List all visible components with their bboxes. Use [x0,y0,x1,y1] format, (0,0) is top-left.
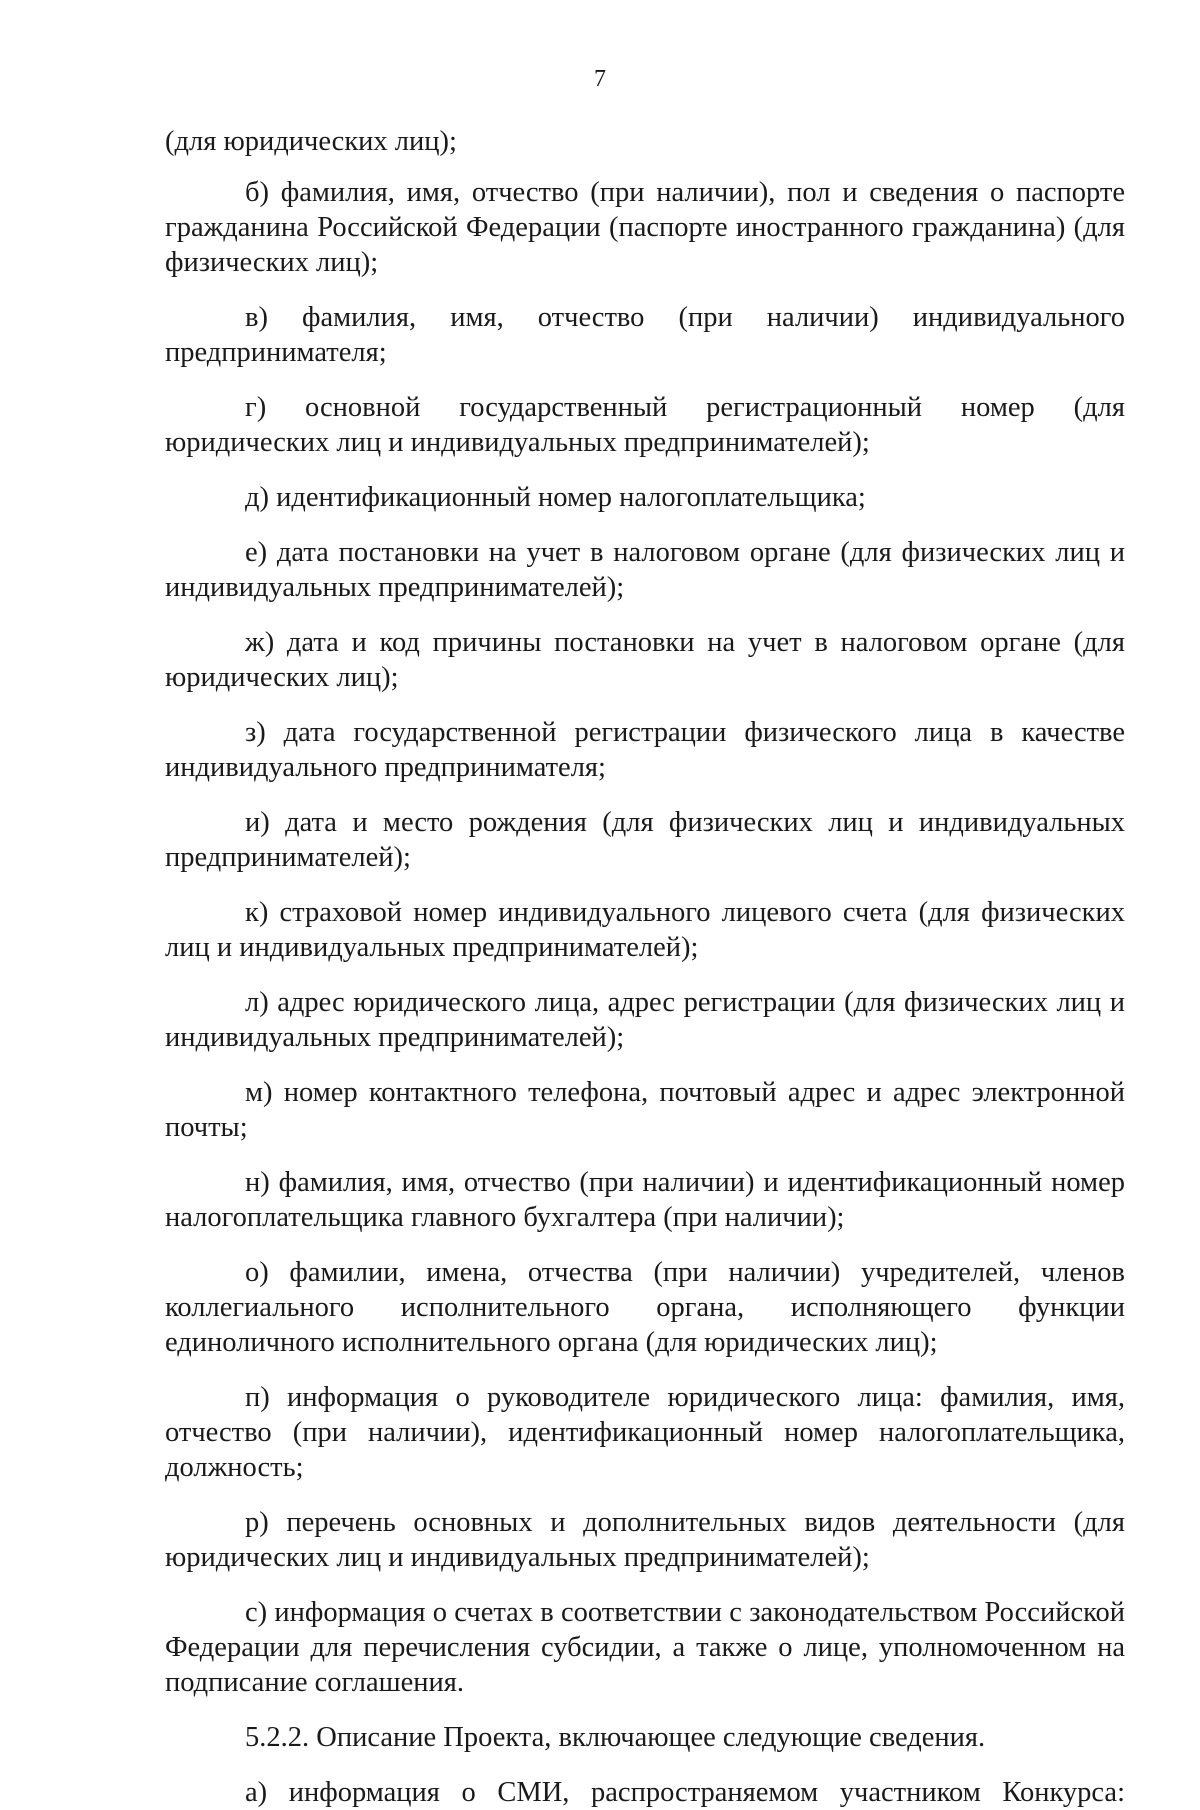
paragraph-item-r: р) перечень основных и дополнительных видов деятельности (для юридических лиц и индивидуальных предпринимателей); [165,1507,1125,1573]
section-heading-5-2-2: 5.2.2. Описание Проекта, включающее следующие сведения. [245,1722,986,1753]
paragraph-item-zh: ж) дата и код причины постановки на учет в налоговом органе (для юридических лиц); [165,627,1125,693]
document-body [165,124,1125,1810]
paragraph-item-m: м) номер контактного телефона, почтовый адрес и адрес электронной почты; [165,1077,1125,1143]
paragraph-item-b: б) фамилия, имя, отчество (при наличии), пол и сведения о паспорте гражданина Российской Федерации (паспорте иностранного гражданина) (для физических лиц); [165,177,1125,278]
paragraph-item-i: и) дата и место рождения (для физических лиц и индивидуальных предпринимателей); [165,807,1125,873]
paragraph-item-p: п) информация о руководителе юридического лица: фамилия, имя, отчество (при наличии), идентификационный номер налогоплательщика, должность; [165,1382,1125,1483]
paragraph-item-o: о) фамилии, имена, отчества (при наличии) учредителей, членов коллегиального исполнительного органа, исполняющего функции единоличного исполнительного органа (для юридических лиц); [165,1257,1125,1358]
paragraph-item-l: л) адрес юридического лица, адрес регистрации (для физических лиц и индивидуальных предпринимателей); [165,987,1125,1053]
paragraph-item-n: н) фамилия, имя, отчество (при наличии) и идентификационный номер налогоплательщика главного бухгалтера (при наличии); [165,1167,1125,1233]
paragraph-item-g: г) основной государственный регистрационный номер (для юридических лиц и индивидуальных предпринимателей); [165,392,1125,458]
paragraph-item-v: в) фамилия, имя, отчество (при наличии) индивидуального предпринимателя; [165,302,1125,368]
paragraph-item-s: с) информация о счетах в соответствии с законодательством Российской Федерации для перечисления субсидии, а также о лице, уполномоченном на подписание соглашения. [165,1597,1125,1698]
paragraph-continuation: (для юридических лиц); [165,126,457,157]
paragraph-item-z: з) дата государственной регистрации физического лица в качестве индивидуального предпринимателя; [165,717,1125,783]
paragraph-item-a: а) информация о СМИ, распространяемом участником Конкурса: [245,1777,1125,1808]
paragraph-item-e: е) дата постановки на учет в налоговом органе (для физических лиц и индивидуальных предпринимателей); [165,537,1125,603]
paragraph-item-d: д) идентификационный номер налогоплательщика; [245,482,866,513]
page-number: 7 [594,66,606,92]
paragraph-item-k: к) страховой номер индивидуального лицевого счета (для физических лиц и индивидуальных предпринимателей); [165,897,1125,963]
